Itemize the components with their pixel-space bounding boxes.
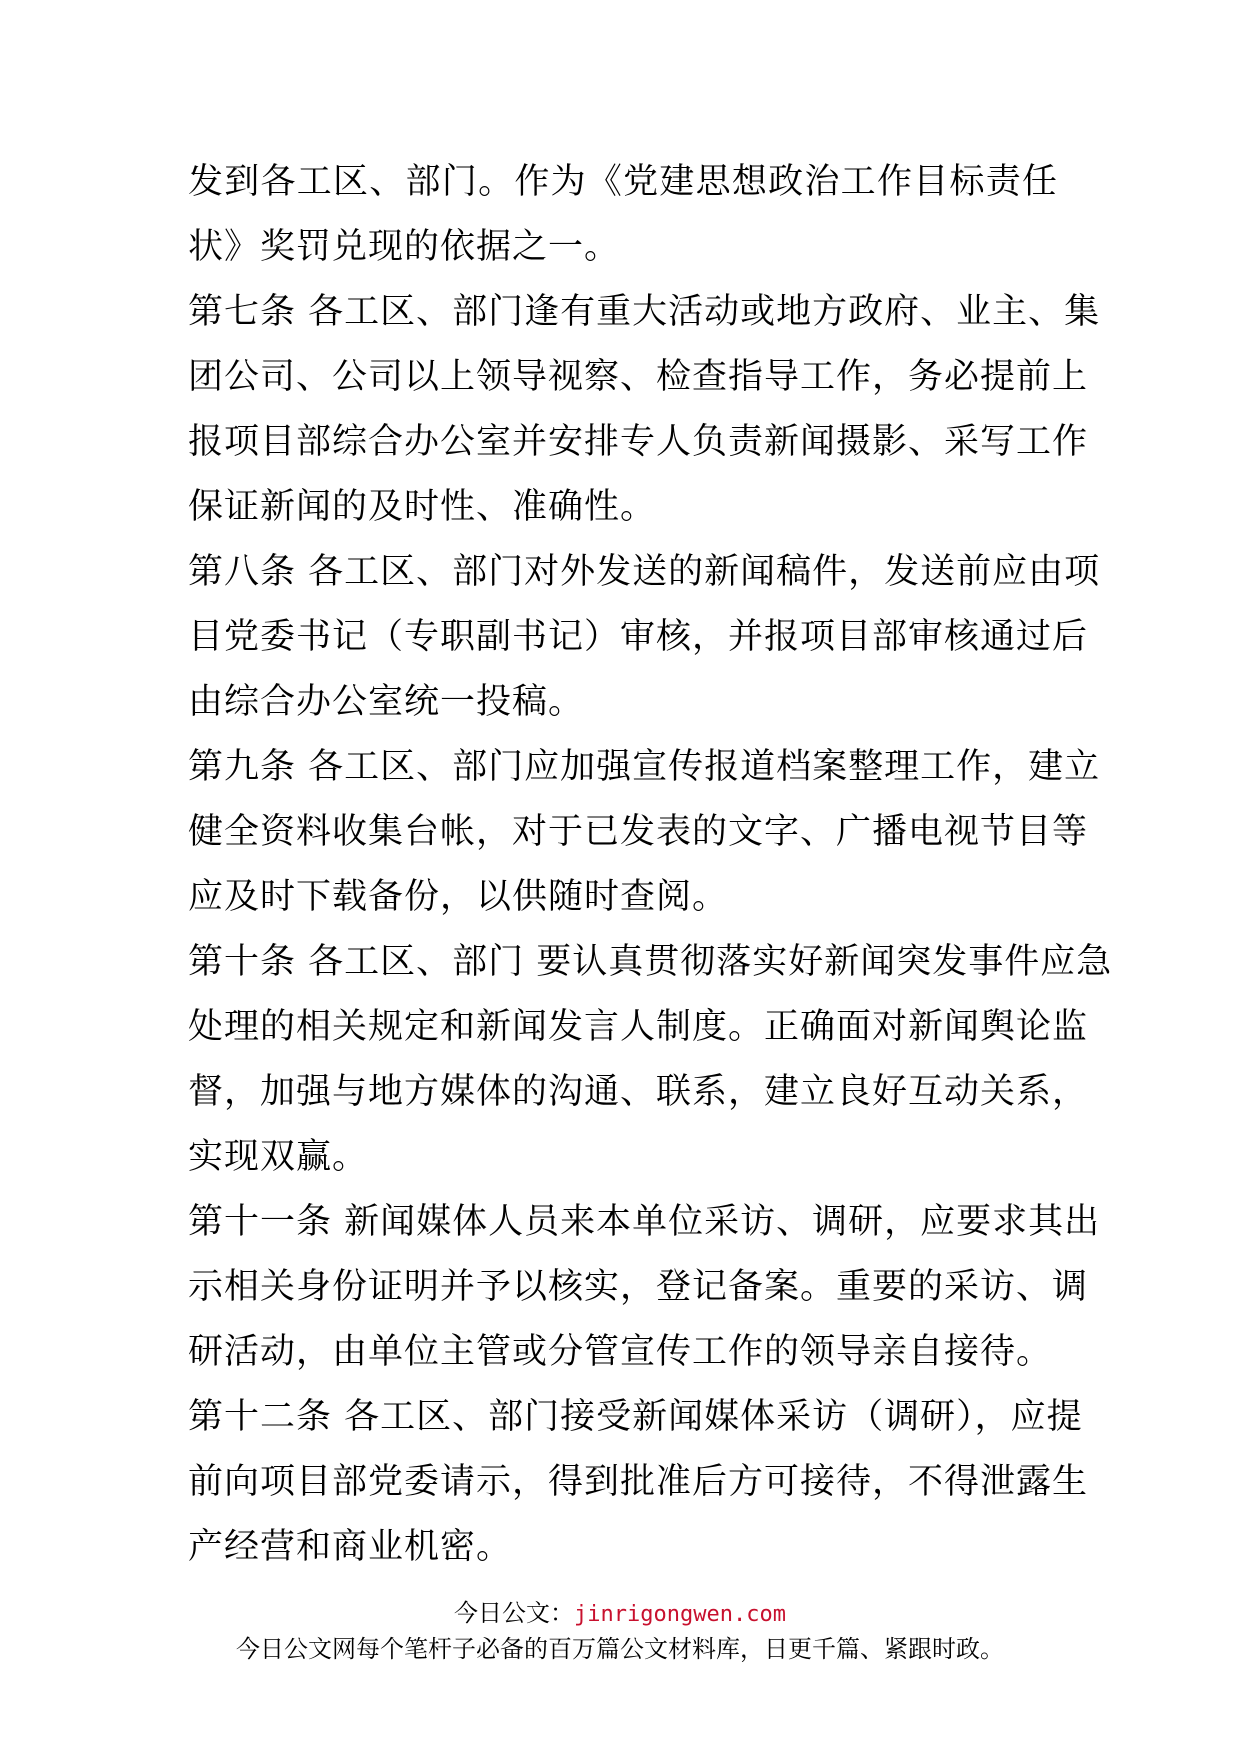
article-12-line: 第十二条 各工区、部门接受新闻媒体采访（调研），应提: [188, 1397, 1083, 1437]
article-10-line: 督，加强与地方媒体的沟通、联系，建立良好互动关系，: [188, 1072, 1089, 1112]
document-body: [188, 150, 1113, 1580]
article-9-line: 应及时下载备份，以供随时查阅。: [188, 877, 729, 917]
article-11-line: 示相关身份证明并予以核实，登记备案。重要的采访、调: [188, 1267, 1089, 1307]
text-line: 状》奖罚兑现的依据之一。: [188, 227, 621, 267]
footer-site-label: 今日公文：: [454, 1599, 575, 1627]
article-12-line: 产经营和商业机密。: [188, 1527, 513, 1567]
text-line: 发到各工区、部门。作为《党建思想政治工作目标责任: [188, 162, 1058, 202]
article-7-line: 第七条 各工区、部门逢有重大活动或地方政府、业主、集: [188, 292, 1101, 332]
article-11-line: 研活动，由单位主管或分管宣传工作的领导亲自接待。: [188, 1332, 1053, 1372]
article-10-line: 实现双赢。: [188, 1137, 369, 1177]
article-10-line: 处理的相关规定和新闻发言人制度。正确面对新闻舆论监: [188, 1007, 1089, 1047]
article-10-line: 第十条 各工区、部门 要认真贯彻落实好新闻突发事件应急: [188, 942, 1113, 982]
article-8-line: 由综合办公室统一投稿。: [188, 682, 585, 722]
footer-tagline: 今日公文网每个笔杆子必备的百万篇公文材料库，日更千篇、紧跟时政。: [236, 1635, 1004, 1663]
article-8-line: 第八条 各工区、部门对外发送的新闻稿件，发送前应由项: [188, 552, 1101, 592]
article-7-line: 保证新闻的及时性、准确性。: [188, 487, 657, 527]
article-9-line: 健全资料收集台帐，对于已发表的文字、广播电视节目等: [188, 812, 1089, 852]
article-11-line: 第十一条 新闻媒体人员来本单位采访、调研，应要求其出: [188, 1202, 1101, 1242]
article-7-line: 报项目部综合办公室并安排专人负责新闻摄影、采写工作: [188, 422, 1089, 462]
article-12-line: 前向项目部党委请示，得到批准后方可接待，不得泄露生: [188, 1462, 1089, 1502]
article-8-line: 目党委书记（专职副书记）审核，并报项目部审核通过后: [188, 617, 1089, 657]
article-9-line: 第九条 各工区、部门应加强宣传报道档案整理工作，建立: [188, 747, 1101, 787]
footer-site: [0, 1598, 1240, 1630]
footer-site-link[interactable]: jinrigongwen.com: [574, 1602, 786, 1627]
article-7-line: 团公司、公司以上领导视察、检查指导工作，务必提前上: [188, 357, 1089, 397]
